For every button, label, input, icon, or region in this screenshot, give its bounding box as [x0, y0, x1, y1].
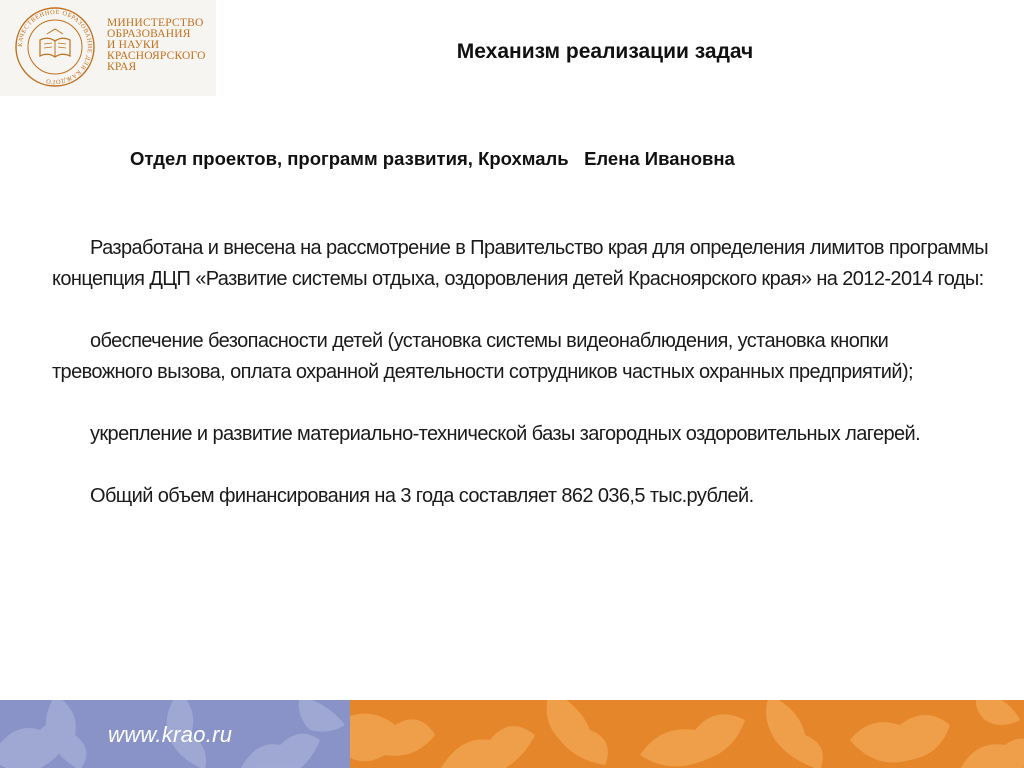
ministry-name-line-1: МИНИСТЕРСТВО	[107, 17, 204, 29]
department-subtitle: Отдел проектов, программ развития, Крохмаль Елена Ивановна	[130, 148, 735, 169]
paragraph-spacer	[52, 295, 992, 326]
paragraph-safety: обеспечение безопасности детей (установка системы видеонаблюдения, установка кнопки тревожного вызова, оплата охранной деятельности сотрудников частных охранных предприятий);	[52, 330, 913, 383]
paragraph-concept: Разработана и внесена на рассмотрение в Правительство края для определения лимитов программы концепция ДЦП «Развитие системы отдыха, оздоровления детей Красноярского края» на 2012-2014 годы:	[52, 237, 989, 290]
paragraph-spacer	[52, 388, 992, 419]
ministry-name-line-5: КРАЯ	[107, 61, 137, 73]
ministry-name-line-3: И НАУКИ	[107, 39, 160, 51]
oak-leaf-pattern-icon	[350, 700, 1024, 768]
paragraph-infrastructure: укрепление и развитие материально-технической базы загородных оздоровительных лагерей.	[90, 423, 921, 445]
footer-band	[0, 700, 1024, 768]
slide-title: Механизм реализации задач	[456, 40, 754, 63]
paragraph-spacer	[52, 450, 992, 481]
slide-body	[52, 233, 992, 512]
seal-text: КАЧЕСТВЕННОЕ ОБРАЗОВАНИЕ ДЛЯ КАЖДОГО	[16, 8, 94, 86]
ministry-name-line-2: ОБРАЗОВАНИЯ	[107, 28, 191, 40]
footer-left-panel	[0, 700, 350, 768]
paragraph-funding: Общий объем финансирования на 3 года составляет 862 036,5 тыс.рублей.	[90, 485, 754, 507]
website-link[interactable]: www.krao.ru	[108, 722, 233, 747]
ministry-name-line-4: КРАСНОЯРСКОГО	[107, 50, 206, 62]
footer-right-panel	[350, 700, 1024, 768]
